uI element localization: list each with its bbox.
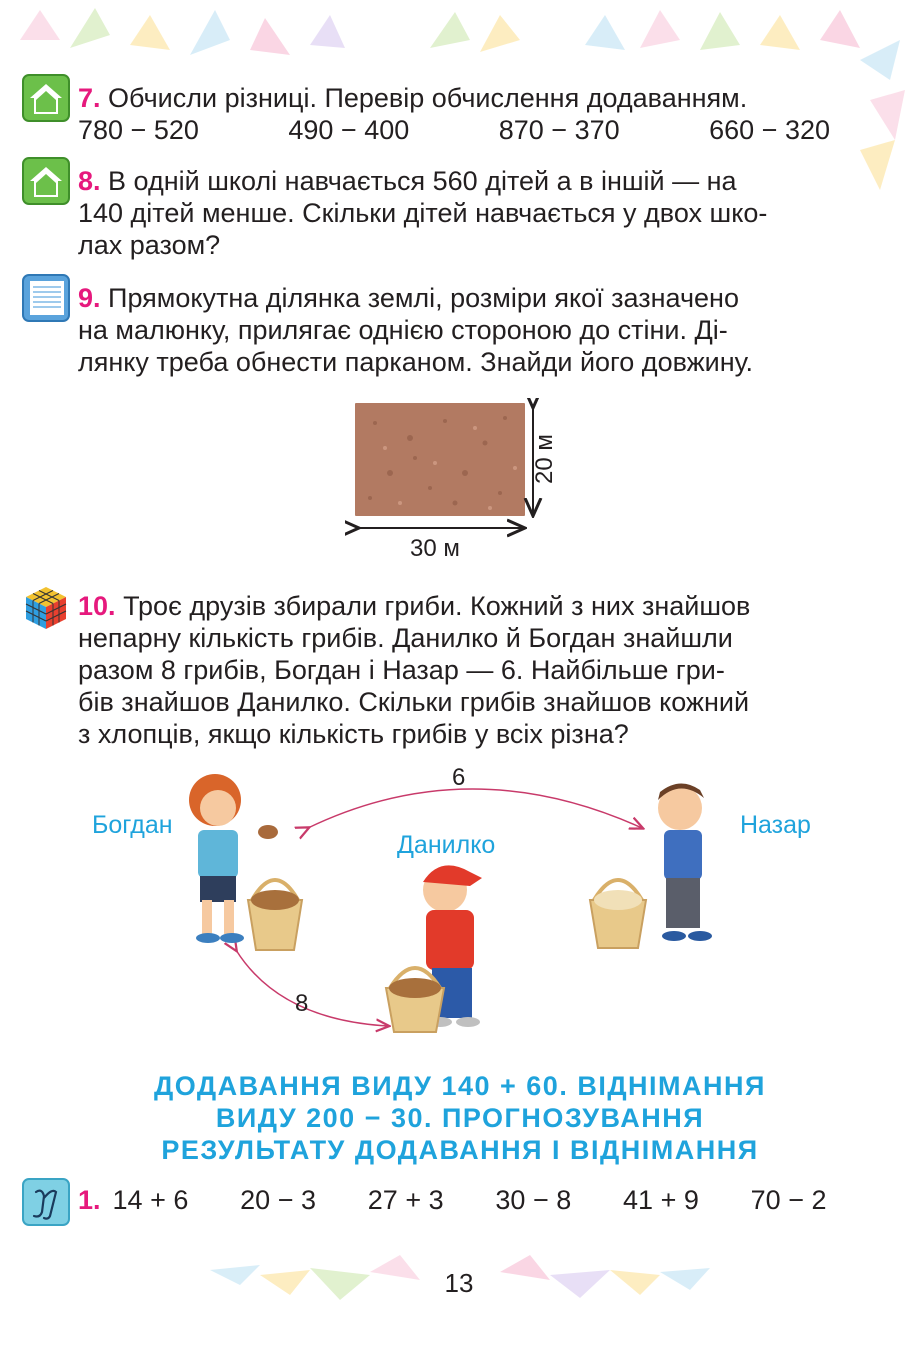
arc-label-bottom: 8 [295,990,309,1017]
width-label: 30 м [410,535,460,562]
task-number: 7. [78,83,101,113]
task-line: бів знайшов Данилко. Скільки грибів знайшов кожний [78,687,750,717]
name-nazar: Назар [740,811,811,839]
heading-line: ВИДУ 200 − 30. ПРОГНОЗУВАННЯ [215,1103,705,1133]
expression: 660 − 320 [709,115,830,145]
task-line: лах разом? [78,230,221,260]
expression: 41 + 9 [623,1185,699,1215]
home-icon [22,74,70,122]
page-number: 13 [444,1268,474,1298]
arc-label-top: 6 [452,764,466,791]
task-9 [78,282,842,378]
expression: 14 + 6 [112,1185,189,1215]
task-number: 10. [78,591,116,621]
task-number: 8. [78,166,101,196]
dimension-arrows [345,398,555,543]
task-10 [78,590,842,750]
task-line: на малюнку, прилягає однією стороною до стіни. Ді- [78,315,728,345]
nazar-figure [658,783,712,941]
task-line: Прямокутна ділянка землі, розміри якої зазначено [108,283,739,313]
task-line: разом 8 грибів, Богдан і Назар — 6. Найбільше гри- [78,655,725,685]
expression: 27 + 3 [367,1185,444,1215]
task-line: 140 дітей менше. Скільки дітей навчається у двох шко- [78,198,768,228]
task-line: В одній школі навчається 560 дітей а в іншій — на [108,166,737,196]
task-8 [78,165,842,261]
basket [590,880,646,948]
basket [248,880,302,950]
task-line: лянку треба обнести парканом. Знайди його довжину. [78,347,753,377]
heading-line: ДОДАВАННЯ ВИДУ 140 + 60. ВІДНІМАННЯ [154,1071,766,1101]
task-1 [78,1184,842,1216]
name-danylko: Данилко [397,831,496,859]
expressions-row [78,114,830,146]
heading-line: РЕЗУЛЬТАТУ ДОДАВАННЯ І ВІДНІМАННЯ [161,1135,759,1165]
expression: 780 − 520 [78,115,199,145]
task-line: непарну кількість грибів. Данилко й Богдан знайшли [78,623,733,653]
task-number: 9. [78,283,101,313]
expression: 70 − 2 [750,1185,827,1215]
task-7 [78,82,842,146]
task-line: з хлопців, якщо кількість грибів у всіх різна? [78,719,629,749]
calligraphy-icon [22,1178,70,1226]
expression: 870 − 370 [498,115,620,145]
notebook-icon [22,274,70,322]
mushroom-boys-illustration [170,760,750,1040]
task-number: 1. [78,1185,101,1215]
expression: 490 − 400 [288,115,410,145]
expression: 20 − 3 [240,1185,316,1215]
expressions-row [113,1184,827,1216]
name-bohdan: Богдан [92,811,173,839]
section-heading [60,1070,860,1166]
height-label: 20 м [530,434,558,484]
expression: 30 − 8 [495,1185,572,1215]
task-text: Обчисли різниці. Перевір обчислення додаванням. [108,83,748,113]
home-icon [22,157,70,205]
rubik-cube-icon [22,583,70,631]
task-line: Троє друзів збирали гриби. Кожний з них знайшов [123,591,751,621]
